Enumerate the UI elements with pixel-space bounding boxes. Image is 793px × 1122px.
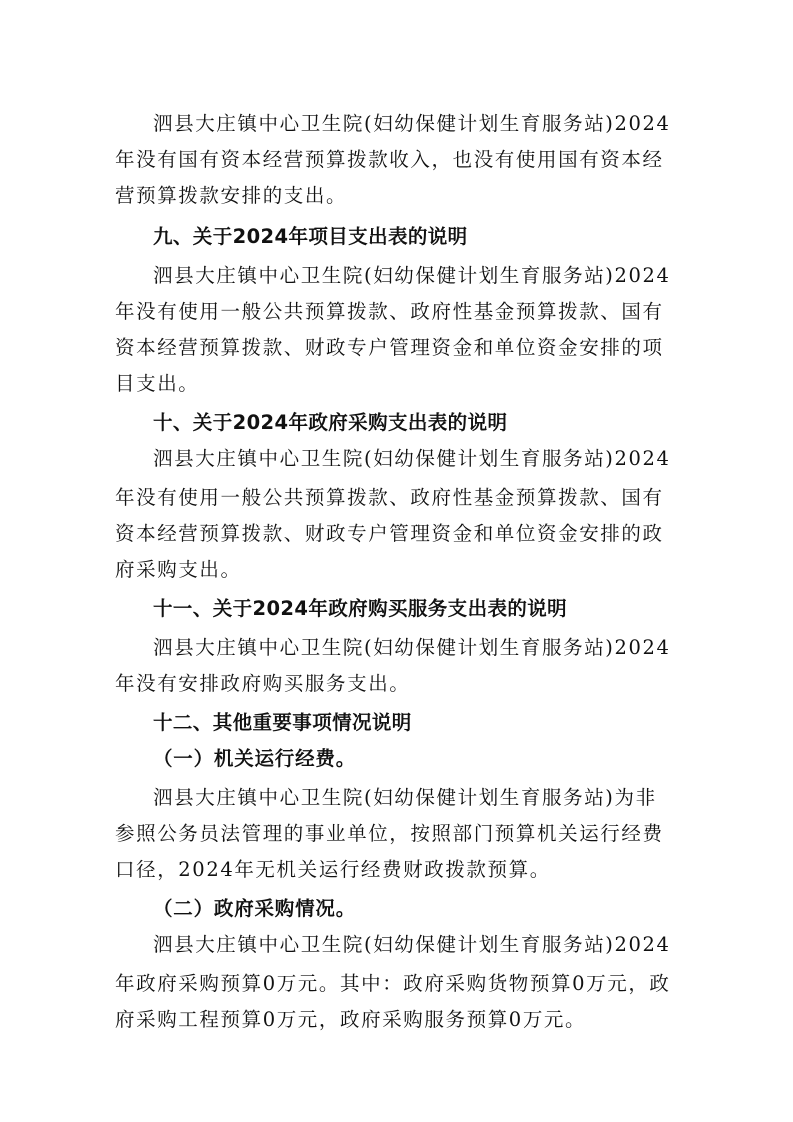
para5-line3: 口径，2024年无机关运行经费财政拨款预算。 (115, 858, 551, 881)
para2-line4: 目支出。 (115, 372, 200, 395)
para4-line1: 泗县大庄镇中心卫生院(妇幼保健计划生育服务站)2024 (153, 636, 671, 659)
para6-line3: 府采购工程预算0万元，政府采购服务预算0万元。 (115, 1008, 587, 1031)
para4-line2: 年没有安排政府购买服务支出。 (115, 672, 411, 695)
para6-line1: 泗县大庄镇中心卫生院(妇幼保健计划生育服务站)2024 (153, 933, 671, 956)
section-heading-11: 十一、关于2024年政府购买服务支出表的说明 (153, 597, 568, 620)
para3-line1: 泗县大庄镇中心卫生院(妇幼保健计划生育服务站)2024 (153, 447, 671, 470)
para2-line1: 泗县大庄镇中心卫生院(妇幼保健计划生育服务站)2024 (153, 264, 671, 287)
para1-line1: 泗县大庄镇中心卫生院(妇幼保健计划生育服务站)2024 (153, 112, 671, 135)
para2-line2: 年没有使用一般公共预算拨款、政府性基金预算拨款、国有 (115, 300, 664, 323)
subsection-heading-2: （二）政府采购情况。 (153, 897, 357, 920)
para5-line1: 泗县大庄镇中心卫生院(妇幼保健计划生育服务站)为非 (153, 786, 657, 809)
subsection-heading-1: （一）机关运行经费。 (153, 747, 357, 770)
para2-line3: 资本经营预算拨款、财政专户管理资金和单位资金安排的项 (115, 336, 664, 359)
section-heading-9: 九、关于2024年项目支出表的说明 (153, 225, 468, 248)
section-heading-10: 十、关于2024年政府采购支出表的说明 (153, 411, 508, 434)
para6-line2: 年政府采购预算0万元。其中：政府采购货物预算0万元，政 (115, 972, 671, 995)
section-heading-12: 十二、其他重要事项情况说明 (153, 711, 412, 734)
para1-line2: 年没有国有资本经营预算拨款收入，也没有使用国有资本经 (115, 148, 664, 171)
para1-line3: 营预算拨款安排的支出。 (115, 184, 348, 207)
para5-line2: 参照公务员法管理的事业单位，按照部门预算机关运行经费 (115, 822, 664, 845)
para3-line4: 府采购支出。 (115, 558, 242, 581)
para3-line2: 年没有使用一般公共预算拨款、政府性基金预算拨款、国有 (115, 486, 664, 509)
para3-line3: 资本经营预算拨款、财政专户管理资金和单位资金安排的政 (115, 522, 664, 545)
